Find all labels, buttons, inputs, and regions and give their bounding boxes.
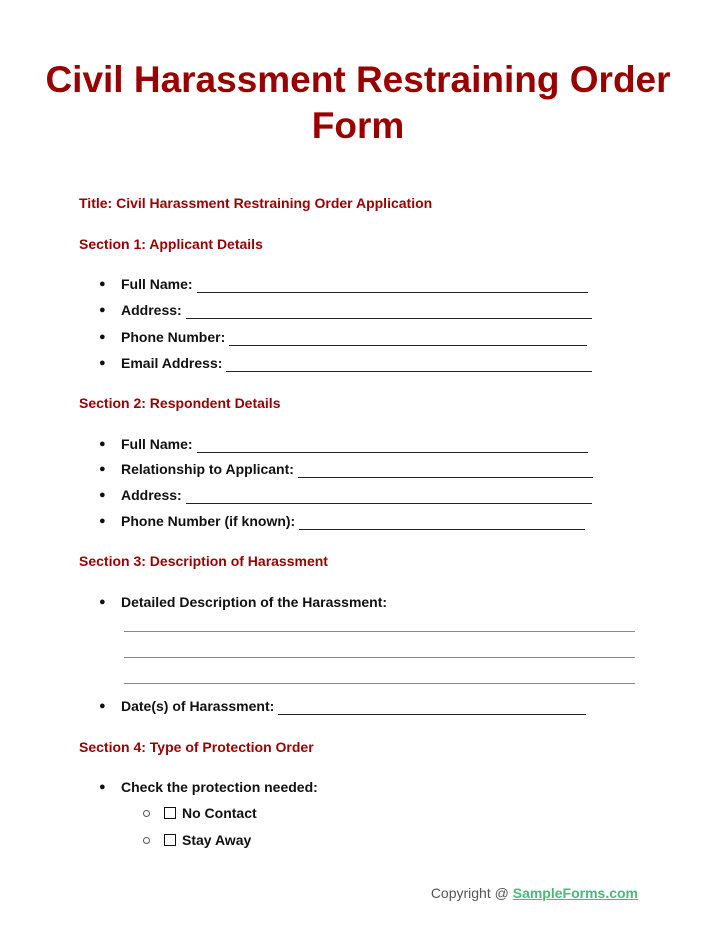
- bullet-icon: ●: [99, 489, 106, 501]
- blank-line[interactable]: [278, 700, 586, 715]
- blank-line[interactable]: [226, 357, 592, 372]
- blank-line[interactable]: [229, 331, 587, 346]
- option-label: Stay Away: [182, 832, 252, 848]
- copyright-text: Copyright @: [430, 885, 513, 901]
- blank-line[interactable]: [186, 489, 592, 504]
- bullet-icon: ●: [99, 304, 106, 316]
- respondent-full-name-field[interactable]: [99, 435, 588, 453]
- respondent-address-field[interactable]: [99, 486, 592, 504]
- blank-line[interactable]: [197, 438, 588, 453]
- description-label-row: [99, 593, 387, 611]
- field-label: Full Name:: [121, 276, 193, 292]
- field-label: Detailed Description of the Harassment:: [121, 594, 388, 610]
- check-protection-row: [99, 778, 318, 796]
- bullet-icon: ●: [99, 463, 106, 475]
- field-label: Phone Number:: [121, 329, 226, 345]
- description-line-2[interactable]: [124, 657, 635, 658]
- circle-bullet-icon: [143, 837, 150, 844]
- field-label: Date(s) of Harassment:: [121, 698, 275, 714]
- option-stay-away[interactable]: [143, 831, 251, 849]
- blank-line[interactable]: [186, 304, 592, 319]
- checkbox[interactable]: [164, 807, 176, 819]
- applicant-phone-field[interactable]: [99, 328, 587, 346]
- description-line-3[interactable]: [124, 683, 635, 684]
- circle-bullet-icon: [143, 810, 150, 817]
- field-label: Full Name:: [121, 436, 193, 452]
- brand-link[interactable]: SampleForms.com: [512, 885, 638, 901]
- respondent-phone-field[interactable]: [99, 512, 585, 530]
- blank-line[interactable]: [299, 515, 585, 530]
- field-label: Address:: [121, 487, 182, 503]
- applicant-full-name-field[interactable]: [99, 275, 588, 293]
- blank-line[interactable]: [298, 463, 593, 478]
- option-label: No Contact: [182, 805, 257, 821]
- relationship-field[interactable]: [99, 460, 593, 478]
- field-label: Check the protection needed:: [121, 779, 318, 795]
- option-no-contact[interactable]: [143, 804, 257, 822]
- document-title: Title: Civil Harassment Restraining Order Application: [79, 195, 433, 211]
- copyright-footer: [431, 885, 638, 901]
- field-label: Phone Number (if known):: [121, 513, 296, 529]
- bullet-icon: ●: [99, 596, 106, 608]
- bullet-icon: ●: [99, 700, 106, 712]
- bullet-icon: ●: [99, 278, 106, 290]
- bullet-icon: ●: [99, 515, 106, 527]
- field-label: Email Address:: [121, 355, 223, 371]
- field-label: Address:: [121, 302, 182, 318]
- section-4-heading: Section 4: Type of Protection Order: [79, 739, 314, 755]
- description-line-1[interactable]: [124, 631, 635, 632]
- applicant-address-field[interactable]: [99, 301, 592, 319]
- checkbox[interactable]: [164, 834, 176, 846]
- field-label: Relationship to Applicant:: [121, 461, 294, 477]
- section-3-heading: Section 3: Description of Harassment: [79, 553, 328, 569]
- harassment-dates-field[interactable]: [99, 697, 586, 715]
- blank-line[interactable]: [197, 278, 588, 293]
- section-1-heading: Section 1: Applicant Details: [79, 236, 263, 252]
- bullet-icon: ●: [99, 331, 106, 343]
- bullet-icon: ●: [99, 357, 106, 369]
- section-2-heading: Section 2: Respondent Details: [79, 395, 281, 411]
- bullet-icon: ●: [99, 781, 106, 793]
- bullet-icon: ●: [99, 438, 106, 450]
- applicant-email-field[interactable]: [99, 354, 592, 372]
- page-title: Civil Harassment Restraining Order Form: [45, 59, 671, 146]
